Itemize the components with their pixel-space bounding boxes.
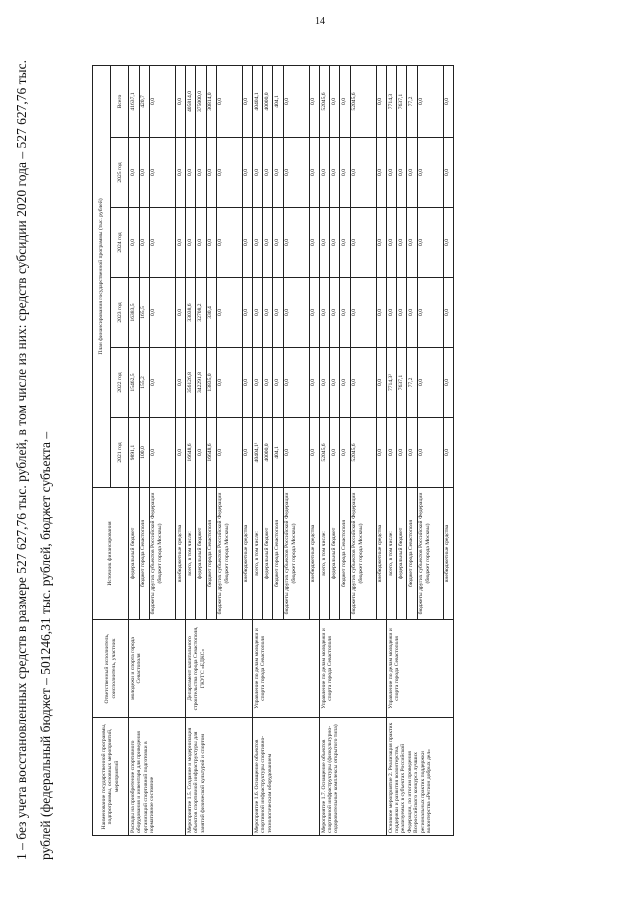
table-row xyxy=(320,65,330,835)
value-cell: 0,0 xyxy=(242,208,252,278)
responsible-cell: Департамент капитального строительства города Севастополя, ГКУГС «ЕДКС» xyxy=(186,620,253,718)
value-cell: 0,0 xyxy=(186,138,196,208)
value-cell: 0,0 xyxy=(206,138,216,208)
value-cell: 0,0 xyxy=(330,208,340,278)
source-cell: федеральный бюджет xyxy=(330,488,340,620)
value-cell: 0,0 xyxy=(386,278,396,348)
value-cell: 0,0 xyxy=(273,348,283,418)
value-cell: 0,0 xyxy=(417,138,443,208)
source-cell: бюджеты других субъектов Российской Федерации (бюджет города Москвы) xyxy=(350,488,376,620)
total-cell: 0,0 xyxy=(242,65,252,137)
value-cell: 52045,6 xyxy=(320,418,330,488)
value-cell: 0,0 xyxy=(253,208,263,278)
value-cell: 0,0 xyxy=(186,208,196,278)
value-cell: 0,0 xyxy=(175,278,185,348)
value-cell: 0,0 xyxy=(216,348,242,418)
value-cell: 16648,6 xyxy=(186,418,196,488)
total-cell: 30814,0 xyxy=(206,65,216,137)
value-cell: 15462,5 xyxy=(129,348,139,418)
value-cell: 0,0 xyxy=(309,418,319,488)
header-year: 2023 год xyxy=(111,278,129,348)
value-cell: 0,0 xyxy=(386,138,396,208)
value-cell: 0,0 xyxy=(242,418,252,488)
value-cell: 0,0 xyxy=(283,418,309,488)
source-cell: бюджеты других субъектов Российской Федерации (бюджет города Москвы) xyxy=(149,488,175,620)
rotated-table-wrapper xyxy=(92,66,622,836)
header-responsible: Ответственный исполнитель, соисполнитель, участник xyxy=(93,620,129,718)
value-cell: 0,0 xyxy=(376,208,386,278)
value-cell: 0,0 xyxy=(407,418,417,488)
value-cell: 0,0 xyxy=(340,138,350,208)
value-cell: 0,0 xyxy=(149,208,175,278)
value-cell: 0,0 xyxy=(309,208,319,278)
total-cell: 0,0 xyxy=(443,65,453,137)
page-number: 14 xyxy=(315,16,325,27)
source-cell: внебюджетные средства xyxy=(376,488,386,620)
value-cell: 0,0 xyxy=(216,278,242,348)
value-cell: 0,0 xyxy=(129,208,139,278)
value-cell: 0,0 xyxy=(417,418,443,488)
measure-name-cell: Мероприятие 1.5. Создание и модернизация объектов спортивной инфраструктуры для занятий физической культурой и спортом xyxy=(186,718,253,836)
value-cell: 0,0 xyxy=(263,348,273,418)
value-cell: 0,0 xyxy=(417,208,443,278)
total-cell: 41637,1 xyxy=(129,65,139,137)
measure-name-cell: Основное мероприятие 2. Реализация практик поддержки и развития волонтерства, реализуемых в субъектах Российской Федерации, по итогам проведения Всероссийского конкурса лучших региональных практик поддержки волонтерства «Регион добрых дел» xyxy=(386,718,453,836)
value-cell: 0,0 xyxy=(340,208,350,278)
value-cell: 0,0 xyxy=(139,138,149,208)
value-cell: 0,0 xyxy=(253,278,263,348)
value-cell: 77,2 xyxy=(407,348,417,418)
source-cell: федеральный бюджет xyxy=(263,488,273,620)
value-cell: 0,0 xyxy=(273,208,283,278)
value-cell: 0,0 xyxy=(242,348,252,418)
value-cell: 0,0 xyxy=(196,418,206,488)
value-cell: 0,0 xyxy=(273,278,283,348)
total-cell: 420,7 xyxy=(139,65,149,137)
value-cell: 0,0 xyxy=(263,138,273,208)
source-cell: всего, в том числе: xyxy=(186,488,196,620)
table-body xyxy=(129,65,454,835)
value-cell: 0,0 xyxy=(443,138,453,208)
responsible-cell: молодежи и спорта города Севастополя xyxy=(129,620,186,718)
value-cell: 0,0 xyxy=(216,138,242,208)
value-cell: 52045,6 xyxy=(350,418,376,488)
total-cell: 0,0 xyxy=(149,65,175,137)
value-cell: 0,0 xyxy=(263,278,273,348)
value-cell: 0,0 xyxy=(129,138,139,208)
value-cell: 9891,1 xyxy=(129,418,139,488)
value-cell: 0,0 xyxy=(350,348,376,418)
measure-name-cell: Мероприятие 1.6. Оснащение объектов спортивной инфраструктуры спортивно-технологическим оборудованием xyxy=(253,718,320,836)
footnote-area xyxy=(4,60,90,860)
header-year: 2022 год xyxy=(111,348,129,418)
value-cell: 356126,8 xyxy=(186,348,196,418)
total-cell: 40000,0 xyxy=(263,65,273,137)
value-cell: 0,0 xyxy=(206,208,216,278)
source-cell: бюджет города Севастополя xyxy=(206,488,216,620)
responsible-cell: Управление по делам молодежи и спорта города Севастополя xyxy=(320,620,387,718)
value-cell: 0,0 xyxy=(175,418,185,488)
value-cell: 165,5 xyxy=(139,278,149,348)
source-cell: всего, в том числе: xyxy=(320,488,330,620)
source-cell: бюджеты других субъектов Российской Федерации (бюджет города Москвы) xyxy=(417,488,443,620)
header-year: 2024 год xyxy=(111,208,129,278)
value-cell: 100,0 xyxy=(139,418,149,488)
value-cell: 0,0 xyxy=(407,278,417,348)
value-cell: 32708,2 xyxy=(196,278,206,348)
header-source: Источник финансирования xyxy=(93,488,129,620)
value-cell: 0,0 xyxy=(320,278,330,348)
value-cell: 0,0 xyxy=(443,418,453,488)
financing-table xyxy=(92,65,454,836)
value-cell: 40404,1¹ xyxy=(253,418,263,488)
total-cell: 405814,0 xyxy=(186,65,196,137)
value-cell: 0,0 xyxy=(407,208,417,278)
value-cell: 0,0 xyxy=(397,418,407,488)
value-cell: 0,0 xyxy=(443,348,453,418)
responsible-cell: Управление по делам молодежи и спорта города Севастополя xyxy=(253,620,320,718)
value-cell: 33038,6 xyxy=(186,278,196,348)
value-cell: 0,0 xyxy=(417,348,443,418)
value-cell: 0,0 xyxy=(309,138,319,208)
table-row xyxy=(186,65,196,835)
total-cell: 0,0 xyxy=(216,65,242,137)
value-cell: 7714,3² xyxy=(386,348,396,418)
value-cell: 0,0 xyxy=(263,208,273,278)
source-cell: федеральный бюджет xyxy=(196,488,206,620)
source-cell: внебюджетные средства xyxy=(175,488,185,620)
value-cell: 0,0 xyxy=(175,208,185,278)
value-cell: 0,0 xyxy=(397,138,407,208)
value-cell: 0,0 xyxy=(283,348,309,418)
value-cell: 0,0 xyxy=(340,278,350,348)
source-cell: федеральный бюджет xyxy=(129,488,139,620)
source-cell: бюджет города Севастополя xyxy=(139,488,149,620)
value-cell: 0,0 xyxy=(273,138,283,208)
value-cell: 7637,1 xyxy=(397,348,407,418)
value-cell: 0,0 xyxy=(330,348,340,418)
value-cell: 0,0 xyxy=(320,348,330,418)
value-cell: 155,2 xyxy=(139,348,149,418)
value-cell: 0,0 xyxy=(283,208,309,278)
value-cell: 0,0 xyxy=(376,418,386,488)
value-cell: 0,0 xyxy=(149,138,175,208)
value-cell: 0,0 xyxy=(330,418,340,488)
value-cell: 0,0 xyxy=(149,278,175,348)
table-row xyxy=(129,65,139,835)
total-cell: 0,0 xyxy=(340,65,350,137)
value-cell: 0,0 xyxy=(376,278,386,348)
total-cell: 52045,6 xyxy=(320,65,330,137)
total-cell: 0,0 xyxy=(330,65,340,137)
total-cell: 0,0 xyxy=(283,65,309,137)
value-cell: 0,0 xyxy=(242,278,252,348)
value-cell: 0,0 xyxy=(320,138,330,208)
total-cell: 0,0 xyxy=(309,65,319,137)
source-cell: бюджеты других субъектов Российской Федерации (бюджет города Москвы) xyxy=(216,488,242,620)
value-cell: 342291,8 xyxy=(196,348,206,418)
source-cell: внебюджетные средства xyxy=(309,488,319,620)
value-cell: 0,0 xyxy=(376,138,386,208)
total-cell: 0,0 xyxy=(175,65,185,137)
total-cell: 77,2 xyxy=(407,65,417,137)
header-year: 2021 год xyxy=(111,418,129,488)
source-cell: бюджет города Севастополя xyxy=(407,488,417,620)
value-cell: 0,0 xyxy=(253,138,263,208)
total-cell: 7714,3 xyxy=(386,65,396,137)
measure-name-cell: Мероприятие 1.7. Оснащение объектов спортивной инфраструктуры (физкультурно-оздоровительные комплексы открытого типа) xyxy=(320,718,387,836)
value-cell: 0,0 xyxy=(407,138,417,208)
value-cell: 0,0 xyxy=(253,348,263,418)
header-year: 2025 год xyxy=(111,138,129,208)
table-area xyxy=(92,66,622,836)
value-cell: 0,0 xyxy=(175,348,185,418)
value-cell: 0,0 xyxy=(149,418,175,488)
value-cell: 0,0 xyxy=(216,208,242,278)
total-cell: 404,1 xyxy=(273,65,283,137)
total-cell: 0,0 xyxy=(417,65,443,137)
value-cell: 0,0 xyxy=(309,348,319,418)
source-cell: всего, в том числе: xyxy=(386,488,396,620)
value-cell: 0,0 xyxy=(350,208,376,278)
value-cell: 404,1 xyxy=(273,418,283,488)
table-row xyxy=(253,65,263,835)
value-cell: 330,4 xyxy=(206,278,216,348)
value-cell: 0,0 xyxy=(443,208,453,278)
source-cell: внебюджетные средства xyxy=(443,488,453,620)
value-cell: 0,0 xyxy=(216,418,242,488)
footnote-text: 1 – без учета восстановленных средств в размере 527 627,76 тыс. рублей, в том числе из них: средств субсидии 2020 года – 527 627,76 тыс. рублей (федеральный бюджет – 501246,31 тыс. рублей, бюджет субъекта – xyxy=(14,60,53,860)
header-plan: План финансирования государственной программы (тыс. рублей) xyxy=(93,65,111,487)
value-cell: 13835,0 xyxy=(206,348,216,418)
measure-name-cell: Расходы на приобретение спортивного оборудования и инвентаря для приведения организаций спортивной подготовки в нормативное состояние xyxy=(129,718,186,836)
source-cell: бюджет города Севастополя xyxy=(340,488,350,620)
value-cell: 0,0 xyxy=(309,278,319,348)
value-cell: 0,0 xyxy=(283,278,309,348)
value-cell: 0,0 xyxy=(283,138,309,208)
table-row xyxy=(386,65,396,835)
value-cell: 0,0 xyxy=(175,138,185,208)
value-cell: 0,0 xyxy=(397,208,407,278)
value-cell: 16383,5 xyxy=(129,278,139,348)
total-cell: 375000,0 xyxy=(196,65,206,137)
source-cell: всего, в том числе: xyxy=(253,488,263,620)
value-cell: 0,0 xyxy=(149,348,175,418)
value-cell: 0,0 xyxy=(196,138,206,208)
total-cell: 0,0 xyxy=(376,65,386,137)
value-cell: 0,0 xyxy=(330,278,340,348)
source-cell: бюджеты других субъектов Российской Федерации (бюджет города Москвы) xyxy=(283,488,309,620)
value-cell: 0,0 xyxy=(397,278,407,348)
value-cell: 0,0 xyxy=(350,278,376,348)
total-cell: 52045,6 xyxy=(350,65,376,137)
value-cell: 0,0 xyxy=(376,348,386,418)
value-cell: 40000,0 xyxy=(263,418,273,488)
value-cell: 0,0 xyxy=(386,418,396,488)
header-total: Всего xyxy=(111,65,129,137)
value-cell: 0,0 xyxy=(139,208,149,278)
value-cell: 0,0 xyxy=(320,208,330,278)
source-cell: внебюджетные средства xyxy=(242,488,252,620)
value-cell: 0,0 xyxy=(386,208,396,278)
value-cell: 0,0 xyxy=(330,138,340,208)
value-cell: 0,0 xyxy=(443,278,453,348)
value-cell: 0,0 xyxy=(350,138,376,208)
value-cell: 0,0 xyxy=(417,278,443,348)
source-cell: федеральный бюджет xyxy=(397,488,407,620)
value-cell: 16648,6 xyxy=(206,418,216,488)
value-cell: 0,0 xyxy=(196,208,206,278)
value-cell: 0,0 xyxy=(340,348,350,418)
value-cell: 0,0 xyxy=(242,138,252,208)
responsible-cell: Управление по делам молодежи и спорта города Севастополя xyxy=(386,620,453,718)
total-cell: 40404,1 xyxy=(253,65,263,137)
total-cell: 7637,1 xyxy=(397,65,407,137)
source-cell: бюджет города Севастополя xyxy=(273,488,283,620)
value-cell: 0,0 xyxy=(340,418,350,488)
header-name: Наименование государственной программы, подпрограммы, основных мероприятий, мероприятий xyxy=(93,718,129,836)
